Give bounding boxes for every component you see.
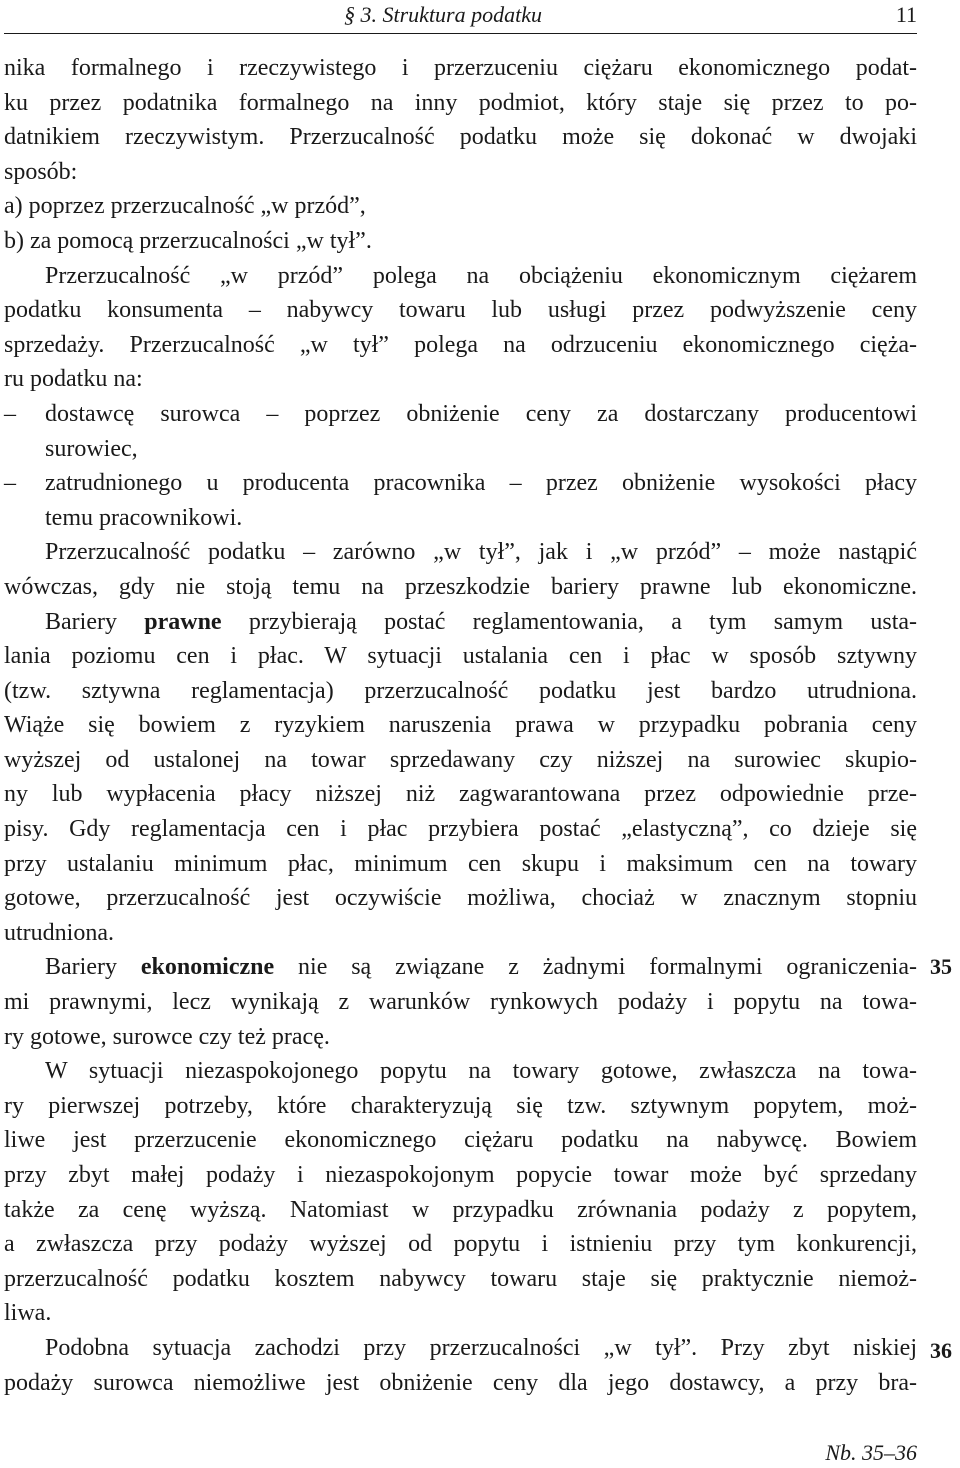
dash-list-item <box>4 466 917 501</box>
margin-number-36: 36 <box>930 1338 952 1363</box>
text-line: a zwłaszcza przy podaży wyższej od popytu i istnieniu przy tym konkurencji, <box>4 1231 917 1258</box>
text-line: ry gotowe, surowce czy też pracę. <box>4 1023 330 1050</box>
margin-number-35: 35 <box>930 954 952 979</box>
text-line: utrudniona. <box>4 919 114 946</box>
text-line: ry pierwszej potrzeby, które charakteryzują się tzw. sztywnym popytem, moż- <box>4 1092 917 1119</box>
text-line: W sytuacji niezaspokojonego popytu na towary gotowe, zwłaszcza na towa- <box>45 1058 917 1085</box>
list-item-b: b) za pomocą przerzucalności „w tył”. <box>4 227 372 254</box>
body-text <box>4 51 917 1400</box>
dash-list-item <box>4 397 917 432</box>
list-item-text: dostawcę surowca – poprzez obniżenie ceny za dostarczany producentowi <box>45 400 917 427</box>
text-line <box>4 605 917 640</box>
bold-term-ekonomiczne: ekonomiczne <box>140 954 275 981</box>
text-line: sprzedaży. Przerzucalność „w tył” polega na odrzuceniu ekonomicznego cięża- <box>4 331 917 358</box>
section-title: § 3. Struktura podatku <box>344 2 542 27</box>
page-number: 11 <box>895 2 917 27</box>
text-fragment: przybierają postać reglamentowania, a tym samym usta- <box>221 608 918 635</box>
text-line: ny lub wypłacenia płacy niższej niż zagwarantowana przez odpowiednie prze- <box>4 781 917 808</box>
text-line: przerzucalność podatku kosztem nabywcy towaru staje się praktycznie niemoż- <box>4 1265 917 1292</box>
running-header <box>344 0 917 30</box>
text-line: lania poziomu cen i płac. W sytuacji ustalania cen i płac w sposób sztywny <box>4 643 917 670</box>
text-line: Przerzucalność „w przód” polega na obciążeniu ekonomicznym ciężarem <box>45 262 917 289</box>
text-fragment: Bariery <box>45 954 141 981</box>
text-line: wówczas, gdy nie stoją temu na przeszkodzie bariery prawne lub ekonomiczne. <box>4 573 917 600</box>
text-line <box>4 950 917 985</box>
text-line: datnikiem rzeczywistym. Przerzucalność podatku może się dokonać w dwojaki <box>4 124 917 151</box>
text-line: pisy. Gdy reglamentacja cen i płac przybiera postać „elastyczną”, co dzieje się <box>4 816 917 843</box>
header-rule <box>4 33 917 34</box>
text-line: podatku konsumenta – nabywcy towaru lub usługi przez podwyższenie ceny <box>4 297 917 324</box>
text-line: także za cenę wyższą. Natomiast w przypadku zrównania podaży z popytem, <box>4 1196 917 1223</box>
text-line: ku przez podatnika formalnego na inny podmiot, który staje się przez to po- <box>4 89 917 116</box>
list-dash: – <box>4 400 16 427</box>
text-line: Podobna sytuacja zachodzi przy przerzucalności „w tył”. Przy zbyt niskiej <box>45 1334 917 1361</box>
text-line: Wiąże się bowiem z ryzykiem naruszenia prawa w przypadku pobrania ceny <box>4 712 917 739</box>
text-line: surowiec, <box>45 435 138 462</box>
text-line: nika formalnego i rzeczywistego i przerzuceniu ciężaru ekonomicznego podat- <box>4 55 917 81</box>
text-line: liwa. <box>4 1300 52 1327</box>
text-line: ru podatku na: <box>4 366 143 393</box>
bold-term-prawne: prawne <box>144 608 222 635</box>
text-line: wyższej od ustalonej na towar sprzedawany czy niższej na surowiec skupio- <box>4 746 917 773</box>
text-line: Przerzucalność podatku – zarówno „w tył”, jak i „w przód” – może nastąpić <box>45 539 917 566</box>
list-dash: – <box>4 470 16 497</box>
text-fragment: nie są związane z żadnymi formalnymi ograniczenia- <box>274 954 917 981</box>
text-line: gotowe, przerzucalność jest oczywiście możliwa, chociaż w znacznym stopniu <box>4 885 917 912</box>
text-line: temu pracownikowi. <box>45 504 243 531</box>
list-item-a: a) poprzez przerzucalność „w przód”, <box>4 193 366 220</box>
text-line: przy ustalaniu minimum płac, minimum cen skupu i maksimum cen na towary <box>4 850 917 877</box>
text-line: liwe jest przerzucenie ekonomicznego ciężaru podatku na nabywcę. Bowiem <box>4 1127 917 1154</box>
footer-reference: Nb. 35–36 <box>825 1440 917 1465</box>
list-item-text: zatrudnionego u producenta pracownika – przez obniżenie wysokości płacy <box>45 470 917 497</box>
text-line: przy zbyt małej podaży i niezaspokojonym popycie towar może być sprzedany <box>4 1162 917 1188</box>
text-fragment: Bariery <box>45 608 145 635</box>
text-line: mi prawnymi, lecz wynikają z warunków rynkowych podaży i popytu na towa- <box>4 989 917 1016</box>
text-line: sposób: <box>4 158 78 185</box>
text-line: (tzw. sztywna reglamentacja) przerzucalność podatku jest bardzo utrudniona. <box>4 677 917 704</box>
text-line: podaży surowca niemożliwe jest obniżenie ceny dla jego dostawcy, a przy bra- <box>4 1369 917 1396</box>
